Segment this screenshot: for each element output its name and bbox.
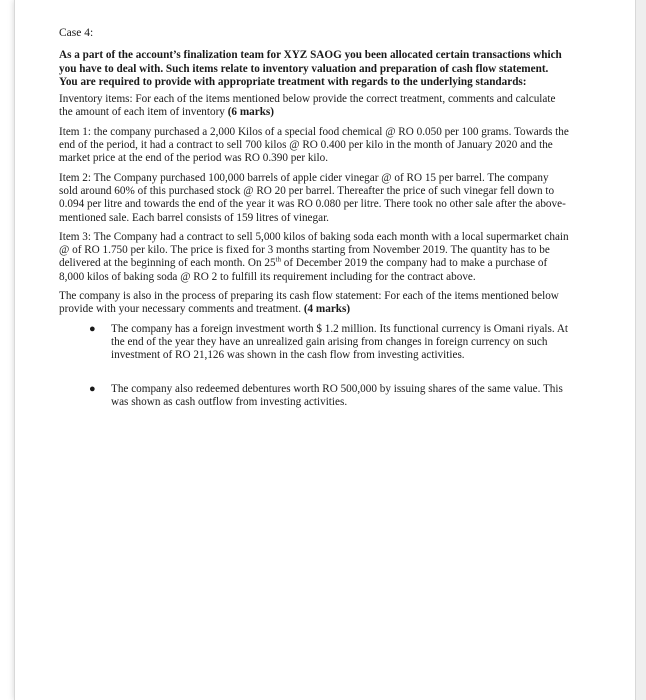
list-item [59, 383, 569, 410]
item-3-text-b: of December 2019 the company had to make a purchase of 8,000 kilos of baking soda @ RO 2 to fulfill its requirement including for the contract above. [59, 257, 548, 283]
item-3-text-a: Item 3: The Company had a contract to sell 5,000 kilos of baking soda each month with a local supermarket chain @ of RO 1.750 per kilo. The price is fixed for 3 months starting from November 2019. The quantity has to be delivered at the beginning of each month. On 25 [59, 230, 569, 270]
item-3-paragraph [59, 231, 569, 284]
item-1-paragraph: Item 1: the company purchased a 2,000 Kilos of a special food chemical @ RO 0.050 per 100 grams. Towards the end of the period, it had a contract to sell 700 kilos @ RO 0.400 per kilo in the month of January 2020 and the market price at the end of the period was RO 0.390 per kilo. [59, 125, 569, 165]
document-page [14, 0, 636, 700]
document-content [59, 27, 569, 429]
item-2-paragraph: Item 2: The Company purchased 100,000 barrels of apple cider vinegar @ of RO 15 per barrel. The company sold around 60% of this purchased stock @ RO 20 per barrel. Thereafter the price of such vinegar fell down to 0.094 per litre and towards the end of the year it was RO 0.080 per litre. There took no other sale after the above-mentioned sale. Each barrel consists of 159 litres of vinegar. [59, 171, 566, 224]
cashflow-heading-text: The company is also in the process of preparing its cash flow statement: For each of the items mentioned below provide with your necessary comments and treatment. [59, 290, 559, 316]
bullet-text-2: The company also redeemed debentures worth RO 500,000 by issuing shares of the same value. This was shown as cash outflow from investing activities. [111, 382, 563, 408]
list-item [59, 323, 569, 363]
bullet-icon: ● [89, 382, 96, 395]
item-3-superscript: th [275, 255, 281, 264]
inventory-heading [59, 93, 569, 120]
cashflow-heading [59, 290, 569, 317]
inventory-heading-text: Inventory items: For each of the items mentioned below provide the correct treatment, comments and calculate the amount of each item of inventory [59, 93, 556, 119]
page-gutter [636, 0, 646, 700]
cashflow-bullet-list [59, 323, 569, 409]
bullet-text-1: The company has a foreign investment worth $ 1.2 million. Its functional currency is Omani riyals. At the end of the year they have an unrealized gain arising from changes in foreign currency on such investment of RO 21,126 was shown in the cash flow from investing activities. [111, 322, 569, 362]
cashflow-marks: (4 marks) [303, 303, 351, 316]
inventory-marks: (6 marks) [227, 106, 274, 119]
intro-paragraph: As a part of the account’s finalization team for XYZ SAOG you been allocated certain transactions which you have to deal with. Such items relate to inventory valuation and preparation of cash flow statement. You are required to provide with appropriate treatment with regards to the underlying standards: [59, 49, 562, 88]
case-title: Case 4: [59, 27, 94, 39]
bullet-icon: ● [89, 322, 96, 335]
